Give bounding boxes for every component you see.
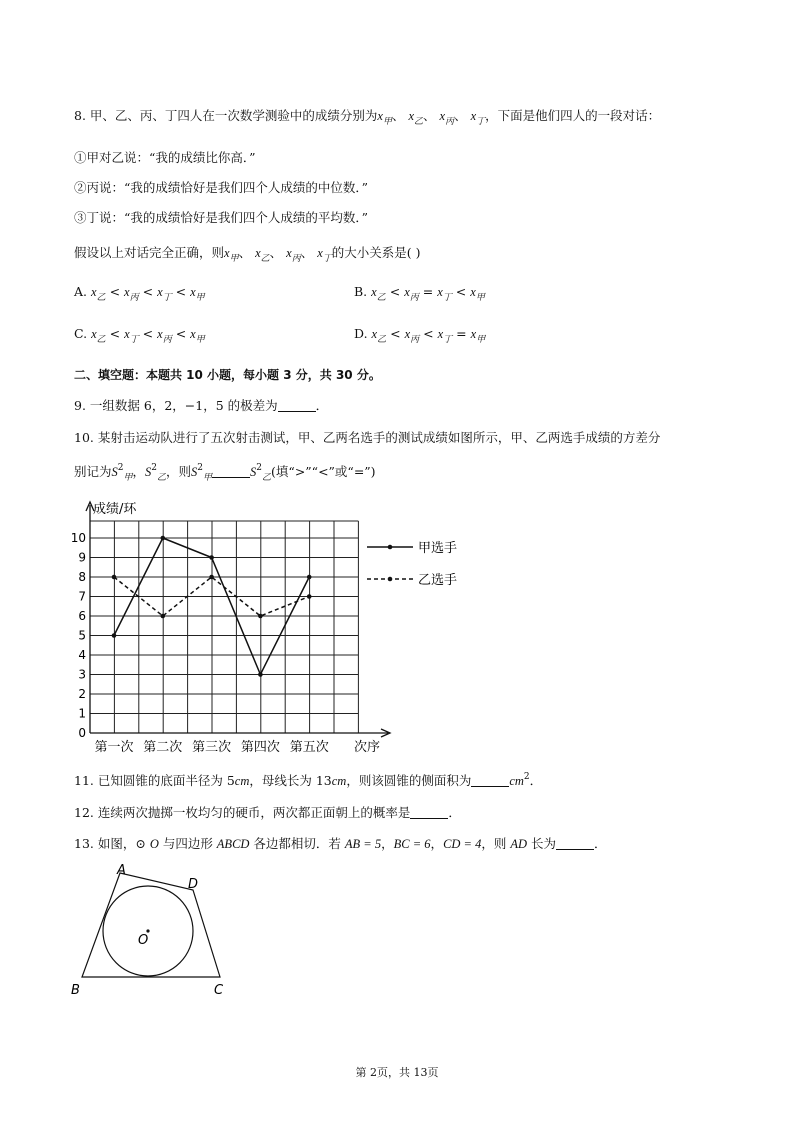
y-tick-label: 8 bbox=[78, 570, 86, 584]
quadrilateral-figure bbox=[66, 858, 256, 998]
series-yi-point bbox=[258, 614, 263, 619]
y-axis-arrow bbox=[86, 502, 94, 511]
option-c[interactable]: C. $x_乙 < x_丁 < x_丙 < x_甲$ bbox=[74, 326, 205, 345]
y-tick-label: 9 bbox=[78, 550, 86, 565]
q8-dialog-2: ②丙说：“我的成绩恰好是我们四个人成绩的中位数．” bbox=[74, 180, 369, 195]
y-tick-label: 0 bbox=[78, 726, 86, 740]
label-b: B bbox=[71, 983, 80, 998]
x-tick-label: 第三次 bbox=[192, 740, 232, 755]
q10-line2: 别记为$S^2_甲$，$S^2_乙$，则$S^2_甲$ $S^2_乙$(填“>”“<”或“=”) bbox=[74, 463, 376, 483]
series-jia-point bbox=[209, 555, 214, 560]
quadrilateral-abcd bbox=[82, 873, 220, 977]
section-heading: 二、填空题：本题共 10 小题，每小题 3 分，共 30 分。 bbox=[74, 368, 381, 382]
series-jia-point bbox=[258, 672, 263, 677]
x-tick-label: 第二次 bbox=[143, 740, 183, 755]
q9: 9. 一组数据 6，2，−1，5 的极差为 ． bbox=[74, 398, 329, 413]
q8-dialog-3: ③丁说：“我的成绩恰好是我们四个人成绩的平均数．” bbox=[74, 210, 369, 225]
x-tick-label: 第四次 bbox=[240, 740, 280, 755]
q8-assumption: 假设以上对话完全正确，则$x_甲$、 $x_乙$、 $x_丙$、 $x_丁$的大小关系是( ) bbox=[74, 245, 421, 264]
q10-line1: 10. 某射击运动队进行了五次射击测试，甲、乙两名选手的测试成绩如图所示，甲、乙两选手成绩的方差分 bbox=[74, 430, 661, 445]
y-axis-label: 成绩/环 bbox=[93, 502, 137, 517]
q10-blank[interactable] bbox=[212, 465, 250, 478]
series-yi-point bbox=[307, 594, 312, 599]
y-tick-label: 2 bbox=[78, 687, 86, 701]
q9-blank[interactable] bbox=[278, 399, 316, 412]
x-tick-label: 第五次 bbox=[289, 740, 329, 755]
legend-jia-marker bbox=[388, 545, 393, 550]
legend-yi-marker bbox=[388, 577, 393, 582]
q12-blank[interactable] bbox=[410, 806, 448, 819]
label-o: O bbox=[138, 933, 149, 948]
series-jia-point bbox=[307, 575, 312, 580]
option-b[interactable]: B. $x_乙 < x_丙 = x_丁 < x_甲$ bbox=[354, 284, 485, 303]
y-tick-label: 7 bbox=[78, 589, 86, 604]
q13-blank[interactable] bbox=[556, 837, 594, 850]
option-a[interactable]: A. $x_乙 < x_丙 < x_丁 < x_甲$ bbox=[74, 284, 205, 303]
y-tick-label: 1 bbox=[78, 706, 86, 721]
page-footer: 第 2页，共 13页 bbox=[355, 1066, 439, 1079]
y-tick-label: 4 bbox=[78, 648, 86, 662]
q12: 12. 连续两次抛掷一枚均匀的硬币，两次都正面朝上的概率是 ． bbox=[74, 805, 461, 820]
y-tick-label: 5 bbox=[78, 628, 86, 643]
q13: 13. 如图，⊙ O 与四边形 ABCD 各边都相切．若 AB = 5，BC = 6，CD = 4，则 AD 长为 ． bbox=[74, 836, 607, 851]
series-yi-point bbox=[112, 575, 117, 580]
series-jia-point bbox=[112, 633, 117, 638]
series-jia-line bbox=[114, 538, 309, 675]
y-tick-label: 6 bbox=[78, 609, 86, 623]
x-axis-label: 次序 bbox=[353, 740, 381, 755]
x-axis-arrow bbox=[381, 729, 390, 737]
label-c: C bbox=[214, 983, 224, 998]
q11: 11. 已知圆锥的底面半径为 5cm，母线长为 13cm，则该圆锥的侧面积为 $cm^2$． bbox=[74, 772, 543, 788]
label-a: A bbox=[117, 863, 126, 878]
label-d: D bbox=[188, 877, 199, 892]
y-tick-label: 10 bbox=[70, 531, 86, 545]
q8-dialog-1: ①甲对乙说：“我的成绩比你高．” bbox=[74, 150, 256, 165]
x-tick-label: 第一次 bbox=[94, 740, 134, 755]
q11-blank[interactable] bbox=[471, 774, 509, 787]
q8-stem: 8. 甲、乙、丙、丁四人在一次数学测验中的成绩分别为$x_甲$、 $x_乙$、 $x_丙$、 $x_丁$，下面是他们四人的一段对话： bbox=[74, 108, 661, 127]
series-yi-point bbox=[209, 575, 214, 580]
series-yi-point bbox=[161, 614, 166, 619]
legend-yi-label: 乙选手 bbox=[418, 573, 458, 588]
series-yi-line bbox=[114, 577, 309, 616]
y-tick-label: 3 bbox=[78, 667, 86, 682]
legend-jia-label: 甲选手 bbox=[418, 541, 458, 556]
option-d[interactable]: D. $x_乙 < x_丙 < x_丁 = x_甲$ bbox=[354, 326, 486, 345]
series-jia-point bbox=[161, 536, 166, 541]
